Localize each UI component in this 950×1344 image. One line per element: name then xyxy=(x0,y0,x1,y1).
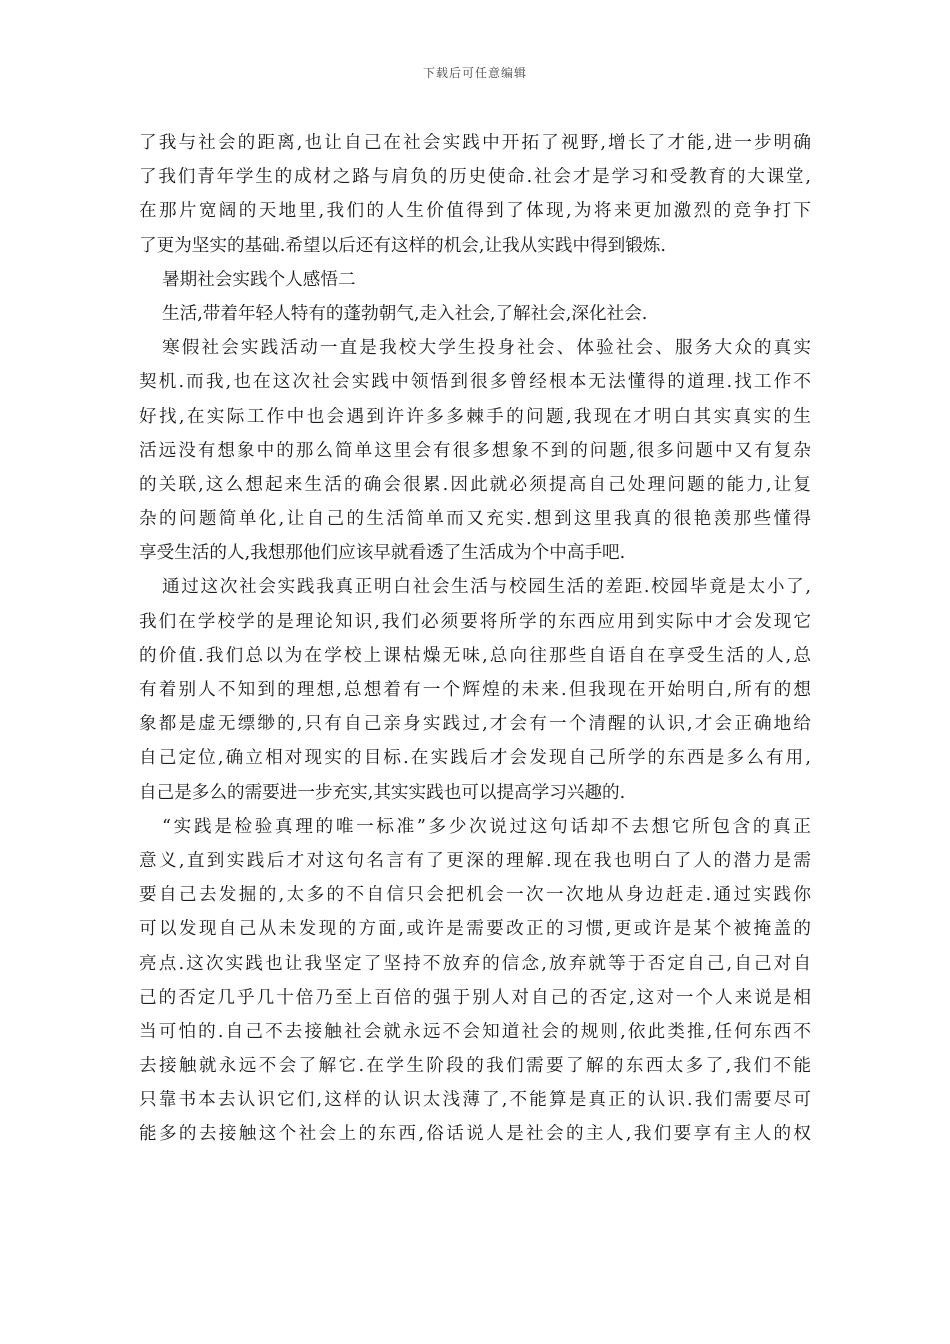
text-line: 象都是虚无缥缈的,只有自己亲身实践过,才会有一个清醒的认识,才会正确地给 xyxy=(139,714,811,735)
text-line: 己的否定几乎几十倍乃至上百倍的强于别人对自己的否定,这对一个人来说是相 xyxy=(139,987,811,1008)
text-line: 享受生活的人,我想那他们应该早就看透了生活成为个中高手吧. xyxy=(139,543,626,564)
text-line: 意义,直到实践后才对这句名言有了更深的理解.现在我也明白了人的潜力是需 xyxy=(139,850,811,871)
text-line: 自己是多么的需要进一步充实,其实实践也可以提高学习兴趣的. xyxy=(139,782,626,803)
text-line: 了更为坚实的基础.希望以后还有这样的机会,让我从实践中得到锻炼. xyxy=(139,235,666,256)
text-line: 了我与社会的距离,也让自己在社会实践中开拓了视野,增长了才能,进一步明确 xyxy=(139,133,811,153)
text-line: 只靠书本去认识它们,这样的认识太浅薄了,不能算是真正的认识.我们需要尽可 xyxy=(139,1090,811,1111)
text-line: 能多的去接触这个社会上的东西,俗话说人是社会的主人,我们要享有主人的权 xyxy=(139,1124,811,1145)
text-line: 要自己去发掘的,太多的不自信只会把机会一次一次地从身边赶走.通过实践你 xyxy=(139,885,811,906)
document-body xyxy=(139,126,811,1152)
text-line: 的价值.我们总以为在学校上课枯燥无味,总向往那些自语自在享受生活的人,总 xyxy=(139,645,811,666)
text-line: 在那片宽阔的天地里,我们的人生价值得到了体现,为将来更加激烈的竞争打下 xyxy=(139,201,811,222)
text-line: 杂的问题简单化,让自己的生活简单而又充实.想到这里我真的很艳羡那些懂得 xyxy=(139,509,811,530)
text-line: 契机.而我,也在这次社会实践中领悟到很多曾经根本无法懂得的道理.找工作不 xyxy=(139,372,811,393)
text-line: 去接触就永远不会了解它.在学生阶段的我们需要了解的东西太多了,我们不能 xyxy=(139,1056,811,1077)
text-line: 了我们青年学生的成材之路与肩负的历史使命.社会才是学习和受教育的大课堂, xyxy=(139,167,811,188)
text-line: 亮点.这次实践也让我坚定了坚持不放弃的信念,放弃就等于否定自己,自己对自 xyxy=(139,953,811,974)
text-line: 我们在学校学的是理论知识,我们必须要将所学的东西应用到实际中才会发现它 xyxy=(139,611,811,632)
text-line: 生活,带着年轻人特有的蓬勃朝气,走入社会,了解社会,深化社会. xyxy=(162,303,648,324)
text-line: 可以发现自己从未发现的方面,或许是需要改正的习惯,更或许是某个被掩盖的 xyxy=(139,919,811,940)
text-line: “实践是检验真理的唯一标准”多少次说过这句话却不去想它所包含的真正 xyxy=(162,816,811,837)
text-line: 的关联,这么想起来生活的确会很累.因此就必须提高自己处理问题的能力,让复 xyxy=(139,474,811,495)
text-line: 活远没有想象中的那么简单这里会有很多想象不到的问题,很多问题中又有复杂 xyxy=(139,440,811,461)
page-header: 下载后可任意编辑 xyxy=(422,66,527,80)
section-heading: 暑期社会实践个人感悟二 xyxy=(162,269,356,290)
text-line: 通过这次社会实践我真正明白社会生活与校园生活的差距.校园毕竟是太小了, xyxy=(162,577,811,598)
text-line: 当可怕的.自己不去接触社会就永远不会知道社会的规则,依此类推,任何东西不 xyxy=(139,1021,811,1042)
text-line: 好找,在实际工作中也会遇到许许多多棘手的问题,我现在才明白其实真实的生 xyxy=(139,406,811,427)
text-line: 自己定位,确立相对现实的目标.在实践后才会发现自己所学的东西是多么有用, xyxy=(139,748,811,769)
text-line: 寒假社会实践活动一直是我校大学生投身社会、体验社会、服务大众的真实 xyxy=(162,338,811,359)
text-line: 有着别人不知到的理想,总想着有一个辉煌的未来.但我现在开始明白,所有的想 xyxy=(139,680,811,700)
